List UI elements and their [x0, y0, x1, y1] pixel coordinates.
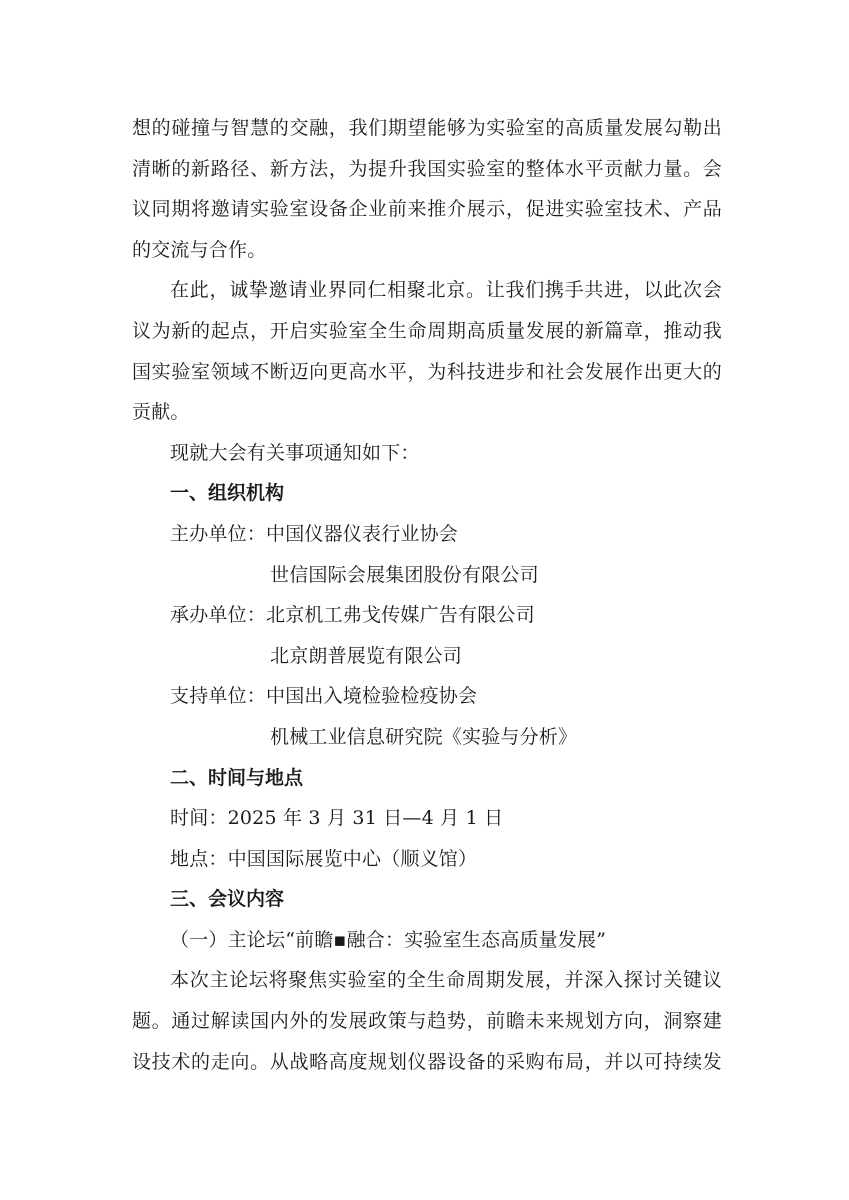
support-unit-2: 机械工业信息研究院《实验与分析》: [270, 725, 578, 748]
support-unit: 支持单位：中国出入境检验检疫协会: [170, 685, 478, 708]
paragraph-line: 国实验室领域不断迈向更高水平，为科技进步和社会发展作出更大的: [132, 360, 722, 383]
paragraph-line: 题。通过解读国内外的发展政策与趋势，前瞻未来规划方向，洞察建: [132, 1010, 722, 1033]
paragraph-line: 议为新的起点，开启实验室全生命周期高质量发展的新篇章，推动我: [132, 319, 722, 342]
paragraph-line: 设技术的走向。从战略高度规划仪器设备的采购布局，并以可持续发: [132, 1050, 722, 1073]
subsection-title: （一）主论坛“前瞻▪融合：实验室生态高质量发展”: [170, 928, 607, 951]
document-body: [132, 108, 722, 1082]
paragraph-line: 议同期将邀请实验室设备企业前来推介展示，促进实验室技术、产品: [132, 198, 722, 221]
event-time: 时间：2025 年 3 月 31 日—4 月 1 日: [170, 807, 504, 830]
paragraph-line: 贡献。: [132, 401, 190, 424]
notice-intro: 现就大会有关事项通知如下：: [170, 441, 420, 464]
event-place: 地点：中国国际展览中心（顺义馆）: [170, 847, 478, 870]
paragraph-line: 在此，诚挚邀请业界同仁相聚北京。让我们携手共进，以此次会: [170, 279, 722, 302]
organizer-unit: 承办单位：北京机工弗戈传媒广告有限公司: [170, 604, 535, 627]
paragraph-line: 的交流与合作。: [132, 238, 267, 261]
host-unit-2: 世信国际会展集团股份有限公司: [270, 563, 539, 586]
section-heading-organization: 一、组织机构: [170, 482, 285, 505]
section-heading-time-place: 二、时间与地点: [170, 766, 304, 789]
paragraph-line: 本次主论坛将聚焦实验室的全生命周期发展，并深入探讨关键议: [170, 969, 722, 992]
organizer-unit-2: 北京朗普展览有限公司: [270, 644, 463, 667]
paragraph-line: 想的碰撞与智慧的交融，我们期望能够为实验室的高质量发展勾勒出: [132, 117, 722, 139]
section-heading-content: 三、会议内容: [170, 888, 285, 911]
host-unit: 主办单位：中国仪器仪表行业协会: [170, 522, 459, 545]
paragraph-line: 清晰的新路径、新方法，为提升我国实验室的整体水平贡献力量。会: [132, 157, 722, 180]
